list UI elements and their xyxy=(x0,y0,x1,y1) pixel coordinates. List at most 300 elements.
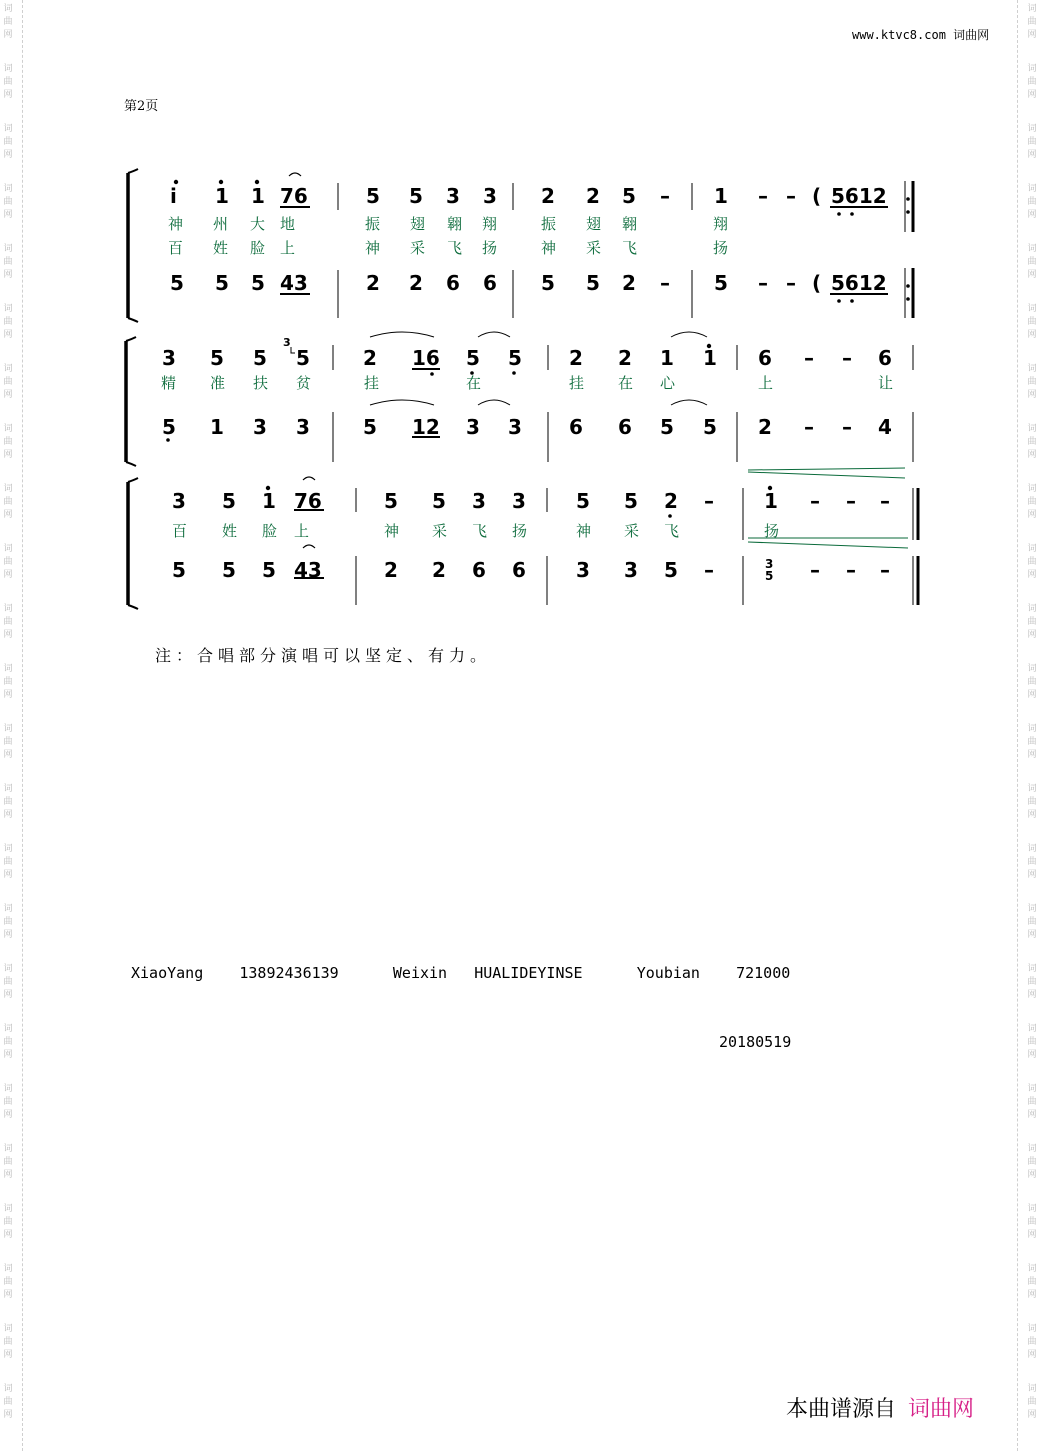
watermark-glyph: 词 xyxy=(3,364,13,374)
watermark-glyph: 曲 xyxy=(3,437,13,447)
watermark-glyph: 网 xyxy=(1027,570,1037,580)
watermark-glyph: 词 xyxy=(1027,1264,1037,1274)
watermark-glyph: 网 xyxy=(1027,990,1037,1000)
note: 5612 xyxy=(831,184,887,208)
svg-text:翔: 翔 xyxy=(482,215,498,233)
watermark-glyph: 词 xyxy=(3,784,13,794)
svg-text:5: 5 xyxy=(162,415,176,439)
svg-text:扬: 扬 xyxy=(764,522,780,540)
svg-text:–: – xyxy=(704,489,714,513)
svg-text:2: 2 xyxy=(758,415,772,439)
svg-text:1: 1 xyxy=(764,489,778,513)
watermark-glyph: 曲 xyxy=(1027,1157,1037,1167)
watermark-glyph: 网 xyxy=(1027,1290,1037,1300)
svg-text:上: 上 xyxy=(280,239,296,257)
system-3-notes-upper xyxy=(172,489,890,513)
watermark-glyph: 网 xyxy=(3,630,13,640)
svg-text:采: 采 xyxy=(586,239,602,257)
svg-text:2: 2 xyxy=(569,346,583,370)
note: 3 xyxy=(483,184,497,208)
watermark-glyph: 词 xyxy=(3,664,13,674)
watermark-glyph: 词 xyxy=(1027,304,1037,314)
watermark-glyph: 曲 xyxy=(1027,317,1037,327)
svg-text:–: – xyxy=(880,558,890,582)
watermark-glyph: 曲 xyxy=(3,1397,13,1407)
watermark-glyph: 网 xyxy=(1027,330,1037,340)
watermark-glyph: 词 xyxy=(3,604,13,614)
svg-text:5: 5 xyxy=(384,489,398,513)
svg-text:5: 5 xyxy=(714,271,728,295)
watermark-glyph: 网 xyxy=(3,1170,13,1180)
footer-brand-link[interactable]: 词曲网 xyxy=(908,1397,975,1422)
svg-text:神: 神 xyxy=(384,522,400,540)
svg-text:3: 3 xyxy=(508,415,522,439)
watermark-glyph: 网 xyxy=(3,210,13,220)
svg-text:5: 5 xyxy=(664,558,678,582)
svg-text:6: 6 xyxy=(483,271,497,295)
watermark-glyph: 曲 xyxy=(1027,857,1037,867)
watermark-glyph: 曲 xyxy=(3,1097,13,1107)
svg-text:5: 5 xyxy=(586,271,600,295)
watermark-glyph: 网 xyxy=(1027,630,1037,640)
watermark-glyph: 网 xyxy=(1027,30,1037,40)
svg-text:飞: 飞 xyxy=(472,522,488,540)
svg-text:–: – xyxy=(660,271,670,295)
svg-text:姓: 姓 xyxy=(213,239,229,257)
svg-text:5: 5 xyxy=(703,415,717,439)
watermark-glyph: 词 xyxy=(1027,544,1037,554)
watermark-glyph: 网 xyxy=(1027,1410,1037,1420)
date-stamp: 20180519 xyxy=(719,1033,792,1051)
watermark-glyph: 曲 xyxy=(3,257,13,267)
watermark-glyph: 曲 xyxy=(1027,1217,1037,1227)
watermark-glyph: 词 xyxy=(1027,604,1037,614)
watermark-glyph: 曲 xyxy=(3,377,13,387)
svg-text:5: 5 xyxy=(765,569,774,583)
svg-text:扬: 扬 xyxy=(512,522,528,540)
watermark-glyph: 曲 xyxy=(3,1157,13,1167)
watermark-glyph: 曲 xyxy=(3,197,13,207)
watermark-glyph: 曲 xyxy=(1027,77,1037,87)
watermark-glyph: 词 xyxy=(1027,844,1037,854)
watermark-glyph: 词 xyxy=(1027,1024,1037,1034)
svg-text:5: 5 xyxy=(363,415,377,439)
svg-text:精: 精 xyxy=(161,374,177,392)
svg-text:贫: 贫 xyxy=(296,374,312,392)
watermark-glyph: 曲 xyxy=(1027,977,1037,987)
svg-text:5: 5 xyxy=(466,346,480,370)
watermark-glyph: 网 xyxy=(1027,1050,1037,1060)
svg-text:5: 5 xyxy=(222,558,236,582)
watermark-glyph: 曲 xyxy=(3,1037,13,1047)
watermark-glyph: 词 xyxy=(1027,1324,1037,1334)
svg-text:翱: 翱 xyxy=(447,215,463,233)
watermark-glyph: 网 xyxy=(1027,1230,1037,1240)
svg-text:5: 5 xyxy=(210,346,224,370)
watermark-glyph: 曲 xyxy=(3,917,13,927)
watermark-glyph: 词 xyxy=(1027,124,1037,134)
note: 5 xyxy=(622,184,636,208)
watermark-glyph: 曲 xyxy=(1027,377,1037,387)
svg-text:1: 1 xyxy=(660,346,674,370)
svg-text:–: – xyxy=(880,489,890,513)
svg-text:5: 5 xyxy=(508,346,522,370)
svg-text:挂: 挂 xyxy=(569,374,585,392)
svg-text:3: 3 xyxy=(512,489,526,513)
svg-text:43: 43 xyxy=(280,271,308,295)
watermark-glyph: 网 xyxy=(1027,450,1037,460)
svg-text:3: 3 xyxy=(624,558,638,582)
watermark-glyph: 词 xyxy=(1027,484,1037,494)
svg-text:姓: 姓 xyxy=(222,522,238,540)
watermark-glyph: 曲 xyxy=(1027,1337,1037,1347)
watermark-glyph: 网 xyxy=(3,570,13,580)
svg-text:5: 5 xyxy=(172,558,186,582)
svg-text:–: – xyxy=(704,558,714,582)
svg-text:2: 2 xyxy=(432,558,446,582)
svg-text:3: 3 xyxy=(172,489,186,513)
svg-text:脸: 脸 xyxy=(250,239,266,257)
watermark-glyph: 网 xyxy=(3,30,13,40)
watermark-glyph: 词 xyxy=(3,964,13,974)
watermark-glyph: 曲 xyxy=(1027,797,1037,807)
watermark-glyph: 词 xyxy=(1027,1084,1037,1094)
watermark-glyph: 曲 xyxy=(3,677,13,687)
watermark-glyph: 网 xyxy=(1027,690,1037,700)
svg-text:–: – xyxy=(842,415,852,439)
svg-text:2: 2 xyxy=(384,558,398,582)
youbian-label: Youbian xyxy=(636,964,700,982)
svg-text:2: 2 xyxy=(409,271,423,295)
svg-text:–: – xyxy=(804,346,814,370)
svg-text:1: 1 xyxy=(210,415,224,439)
watermark-glyph: 词 xyxy=(1027,64,1037,74)
watermark-glyph: 曲 xyxy=(1027,257,1037,267)
watermark-glyph: 网 xyxy=(1027,1170,1037,1180)
svg-text:神: 神 xyxy=(541,239,557,257)
watermark-glyph: 词 xyxy=(1027,184,1037,194)
svg-text:在: 在 xyxy=(618,374,634,392)
svg-text:5: 5 xyxy=(296,346,310,370)
svg-text:翅: 翅 xyxy=(410,215,426,233)
svg-text:12: 12 xyxy=(412,415,440,439)
svg-text:6: 6 xyxy=(569,415,583,439)
svg-text:5: 5 xyxy=(660,415,674,439)
watermark-glyph: 词 xyxy=(1027,964,1037,974)
system-2-notes-upper xyxy=(162,336,892,370)
watermark-glyph: 词 xyxy=(3,4,13,14)
note: 3 xyxy=(446,184,460,208)
watermark-glyph: 网 xyxy=(1027,930,1037,940)
watermark-glyph: 网 xyxy=(3,270,13,280)
watermark-glyph: 词 xyxy=(1027,1384,1037,1394)
watermark-glyph: 曲 xyxy=(1027,677,1037,687)
note: 5 xyxy=(366,184,380,208)
svg-text:在: 在 xyxy=(466,374,482,392)
svg-text:16: 16 xyxy=(412,346,440,370)
svg-text:6: 6 xyxy=(472,558,486,582)
watermark-glyph: 曲 xyxy=(3,977,13,987)
watermark-glyph: 词 xyxy=(1027,4,1037,14)
svg-text:采: 采 xyxy=(410,239,426,257)
svg-text:飞: 飞 xyxy=(622,239,638,257)
note: – xyxy=(660,184,670,208)
watermark-glyph: 词 xyxy=(1027,1204,1037,1214)
watermark-glyph: 词 xyxy=(1027,364,1037,374)
watermark-glyph: 曲 xyxy=(1027,917,1037,927)
footer-source-text: 本曲谱源自 xyxy=(786,1397,897,1422)
watermark-glyph: 网 xyxy=(3,90,13,100)
system-3-lyrics xyxy=(172,522,779,540)
watermark-glyph: 网 xyxy=(1027,870,1037,880)
svg-text:百: 百 xyxy=(172,522,188,540)
watermark-glyph: 曲 xyxy=(3,617,13,627)
watermark-glyph: 网 xyxy=(1027,270,1037,280)
svg-text:飞: 飞 xyxy=(664,522,680,540)
watermark-glyph: 词 xyxy=(3,124,13,134)
svg-text:5: 5 xyxy=(215,271,229,295)
svg-text:上: 上 xyxy=(294,522,310,540)
watermark-glyph: 曲 xyxy=(1027,617,1037,627)
watermark-glyph: 词 xyxy=(1027,1144,1037,1154)
watermark-glyph: 曲 xyxy=(3,857,13,867)
svg-text:大: 大 xyxy=(250,215,266,233)
watermark-glyph: 词 xyxy=(1027,784,1037,794)
note: ( xyxy=(812,184,822,208)
note: 2 xyxy=(541,184,555,208)
svg-text:扶: 扶 xyxy=(253,374,269,392)
watermark-glyph: 词 xyxy=(1027,424,1037,434)
performance-note: 注：合唱部分演唱可以坚定、有力。 xyxy=(155,646,492,665)
watermark-glyph: 词 xyxy=(3,1144,13,1154)
svg-text:–: – xyxy=(786,271,796,295)
watermark-glyph: 词 xyxy=(3,724,13,734)
watermark-glyph: 曲 xyxy=(1027,197,1037,207)
watermark-glyph: 网 xyxy=(3,930,13,940)
note: 1 xyxy=(714,184,728,208)
watermark-glyph: 词 xyxy=(3,1084,13,1094)
svg-text:3: 3 xyxy=(296,415,310,439)
note: – xyxy=(758,184,768,208)
watermark-glyph: 网 xyxy=(1027,810,1037,820)
watermark-glyph: 曲 xyxy=(3,737,13,747)
svg-text:6: 6 xyxy=(446,271,460,295)
contact-name: XiaoYang xyxy=(131,964,204,982)
svg-text:3: 3 xyxy=(253,415,267,439)
watermark-glyph: 网 xyxy=(3,510,13,520)
svg-text:神: 神 xyxy=(168,215,184,233)
watermark-glyph: 词 xyxy=(3,1264,13,1274)
watermark-glyph: 曲 xyxy=(3,797,13,807)
watermark-glyph: 曲 xyxy=(3,557,13,567)
watermark-glyph: 词 xyxy=(3,544,13,554)
svg-text:6: 6 xyxy=(512,558,526,582)
watermark-glyph: 词 xyxy=(3,1324,13,1334)
svg-text:–: – xyxy=(846,558,856,582)
watermark-glyph: 曲 xyxy=(1027,137,1037,147)
watermark-glyph: 网 xyxy=(3,1230,13,1240)
svg-text:1: 1 xyxy=(703,346,717,370)
youbian-code: 721000 xyxy=(736,964,791,982)
watermark-glyph: 词 xyxy=(3,844,13,854)
contact-line xyxy=(131,964,790,982)
svg-text:神: 神 xyxy=(365,239,381,257)
svg-text:–: – xyxy=(810,558,820,582)
svg-text:翅: 翅 xyxy=(586,215,602,233)
watermark-glyph: 网 xyxy=(1027,90,1037,100)
watermark-glyph: 网 xyxy=(1027,510,1037,520)
watermark-glyph: 网 xyxy=(3,1290,13,1300)
svg-text:6: 6 xyxy=(758,346,772,370)
svg-text:翔: 翔 xyxy=(713,215,729,233)
watermark-glyph: 网 xyxy=(3,1410,13,1420)
watermark-glyph: 词 xyxy=(3,1024,13,1034)
svg-text:飞: 飞 xyxy=(447,239,463,257)
system-1-notes-upper xyxy=(170,184,887,208)
watermark-glyph: 词 xyxy=(3,64,13,74)
note: 1 xyxy=(215,184,229,208)
svg-text:5612: 5612 xyxy=(831,271,887,295)
svg-text:4: 4 xyxy=(878,415,892,439)
svg-text:5: 5 xyxy=(262,558,276,582)
svg-text:2: 2 xyxy=(363,346,377,370)
system-2-lyrics xyxy=(161,374,893,392)
weixin-label: Weixin xyxy=(392,964,448,982)
svg-text:5: 5 xyxy=(432,489,446,513)
svg-text:州: 州 xyxy=(213,215,229,233)
svg-text:43: 43 xyxy=(294,558,322,582)
system-1-notes-lower xyxy=(170,271,887,295)
note: i xyxy=(170,184,177,208)
note: – xyxy=(786,184,796,208)
svg-text:3: 3 xyxy=(765,557,774,571)
svg-text:3: 3 xyxy=(162,346,176,370)
watermark-glyph: 曲 xyxy=(1027,557,1037,567)
svg-text:5: 5 xyxy=(253,346,267,370)
svg-text:5: 5 xyxy=(624,489,638,513)
svg-text:心: 心 xyxy=(660,374,676,392)
watermark-glyph: 词 xyxy=(1027,724,1037,734)
svg-text:(: ( xyxy=(812,271,822,295)
svg-text:振: 振 xyxy=(365,215,381,233)
site-header: www.ktvc8.com 词曲网 xyxy=(852,28,990,42)
svg-text:挂: 挂 xyxy=(364,374,380,392)
svg-text:5: 5 xyxy=(541,271,555,295)
svg-text:6: 6 xyxy=(878,346,892,370)
system-2-notes-lower xyxy=(162,415,892,439)
watermark-glyph: 词 xyxy=(1027,664,1037,674)
svg-text:3: 3 xyxy=(576,558,590,582)
watermark-glyph: 词 xyxy=(1027,244,1037,254)
svg-text:3: 3 xyxy=(466,415,480,439)
footer-source xyxy=(786,1392,974,1423)
svg-text:–: – xyxy=(810,489,820,513)
watermark-glyph: 网 xyxy=(3,750,13,760)
svg-text:采: 采 xyxy=(624,522,640,540)
watermark-glyph: 曲 xyxy=(1027,737,1037,747)
svg-text:脸: 脸 xyxy=(262,522,278,540)
watermark-glyph: 词 xyxy=(3,1384,13,1394)
watermark-glyph: 曲 xyxy=(1027,17,1037,27)
watermark-glyph: 曲 xyxy=(1027,1037,1037,1047)
watermark-glyph: 词 xyxy=(3,1204,13,1214)
watermark-glyph: 网 xyxy=(1027,750,1037,760)
svg-text:3: 3 xyxy=(283,336,291,349)
svg-text:翱: 翱 xyxy=(622,215,638,233)
svg-text:1: 1 xyxy=(262,489,276,513)
watermark-glyph: 网 xyxy=(3,1350,13,1360)
watermark-glyph: 网 xyxy=(3,150,13,160)
watermark-glyph: 网 xyxy=(3,690,13,700)
watermark-glyph: 网 xyxy=(3,870,13,880)
svg-text:6: 6 xyxy=(618,415,632,439)
svg-text:百: 百 xyxy=(168,239,184,257)
watermark-glyph: 网 xyxy=(1027,1110,1037,1120)
svg-text:2: 2 xyxy=(618,346,632,370)
svg-text:扬: 扬 xyxy=(482,239,498,257)
svg-text:5: 5 xyxy=(222,489,236,513)
watermark-glyph: 词 xyxy=(3,904,13,914)
watermark-glyph: 曲 xyxy=(3,1277,13,1287)
watermark-glyph: 曲 xyxy=(1027,1097,1037,1107)
svg-text:2: 2 xyxy=(622,271,636,295)
watermark-glyph: 曲 xyxy=(3,497,13,507)
svg-text:准: 准 xyxy=(210,374,226,392)
svg-text:振: 振 xyxy=(541,215,557,233)
note: 2 xyxy=(586,184,600,208)
svg-text:76: 76 xyxy=(294,489,322,513)
watermark-glyph: 网 xyxy=(1027,210,1037,220)
svg-text:2: 2 xyxy=(664,489,678,513)
watermark-glyph: 网 xyxy=(3,1050,13,1060)
watermark-glyph: 词 xyxy=(3,184,13,194)
watermark-glyph: 网 xyxy=(3,330,13,340)
watermark-glyph: 曲 xyxy=(3,1337,13,1347)
watermark-glyph: 网 xyxy=(1027,390,1037,400)
system-3-notes-lower xyxy=(172,557,890,583)
svg-text:地: 地 xyxy=(280,215,296,233)
watermark-glyph: 曲 xyxy=(3,17,13,27)
watermark-glyph: 网 xyxy=(1027,1350,1037,1360)
page-number: 第2页 xyxy=(124,99,159,114)
watermark-glyph: 词 xyxy=(1027,904,1037,914)
svg-text:3: 3 xyxy=(472,489,486,513)
watermark-glyph: 曲 xyxy=(3,317,13,327)
watermark-glyph: 词 xyxy=(3,304,13,314)
watermark-glyph: 曲 xyxy=(1027,1397,1037,1407)
svg-text:5: 5 xyxy=(576,489,590,513)
watermark-glyph: 词 xyxy=(3,424,13,434)
watermark-glyph: 曲 xyxy=(1027,1277,1037,1287)
note: 76 xyxy=(280,184,308,208)
watermark-glyph: 网 xyxy=(1027,150,1037,160)
svg-text:5: 5 xyxy=(170,271,184,295)
system-1-lyrics xyxy=(168,215,728,257)
svg-text:2: 2 xyxy=(366,271,380,295)
watermark-glyph: 网 xyxy=(3,1110,13,1120)
watermark-glyph: 词 xyxy=(3,484,13,494)
svg-text:–: – xyxy=(842,346,852,370)
svg-text:采: 采 xyxy=(432,522,448,540)
contact-phone: 13892436139 xyxy=(239,964,339,982)
watermark-glyph: 曲 xyxy=(1027,437,1037,447)
svg-text:–: – xyxy=(758,271,768,295)
svg-text:–: – xyxy=(846,489,856,513)
watermark-glyph: 网 xyxy=(3,450,13,460)
watermark-glyph: 曲 xyxy=(1027,497,1037,507)
watermark-glyph: 曲 xyxy=(3,1217,13,1227)
note: 1 xyxy=(251,184,265,208)
